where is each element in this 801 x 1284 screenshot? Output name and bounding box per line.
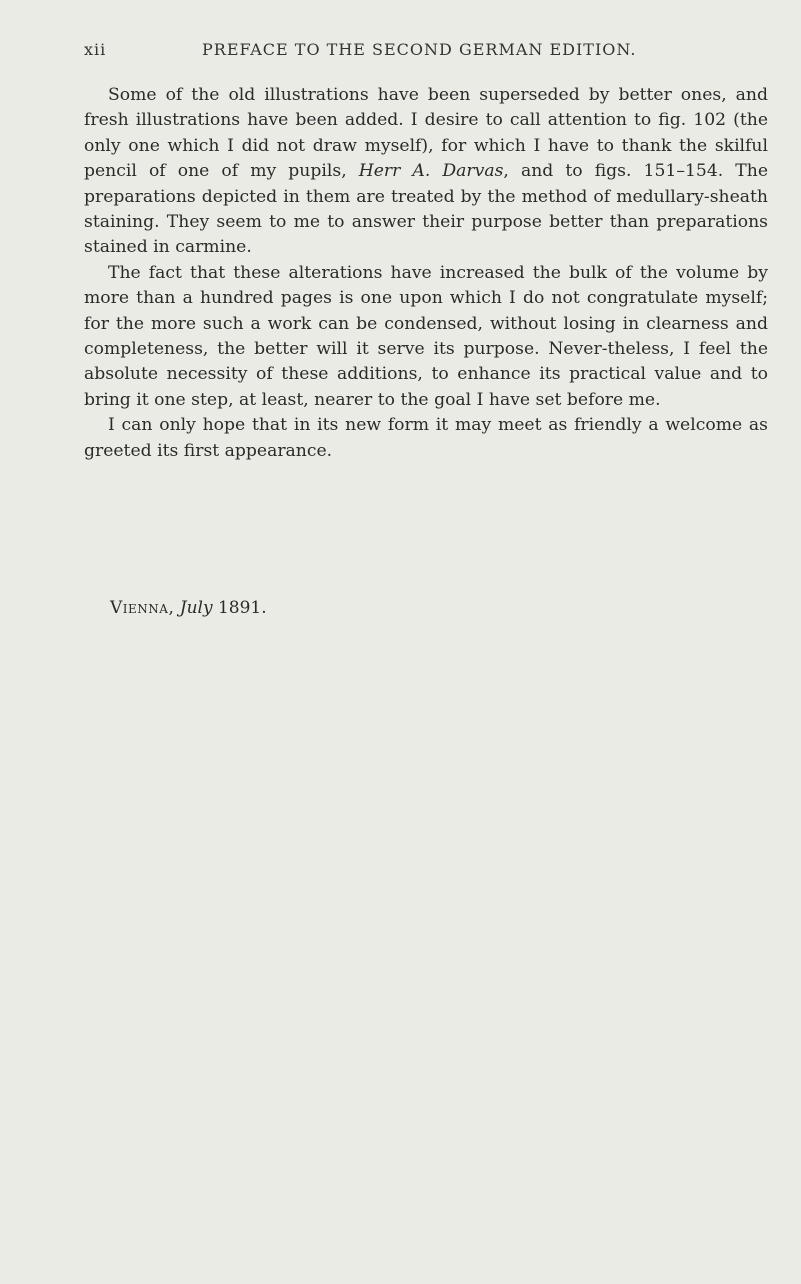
paragraph-closing-hope: I can only hope that in its new form it may meet as friendly a welcome as greeted its first appearance. bbox=[84, 415, 768, 461]
running-title: PREFACE TO THE SECOND GERMAN EDITION. bbox=[202, 40, 637, 59]
preface-body bbox=[84, 83, 768, 464]
running-head bbox=[84, 40, 764, 64]
signoff-year: 1891. bbox=[217, 598, 267, 618]
paragraph-illustrations-lead: Some of the old illustrations have been superseded by better ones, and fresh illustrations have been added. I desire to call attention to fig. 102 (the only one which I did not draw myself), for which I have to thank the skilful pencil of one of my pupils, bbox=[84, 85, 768, 182]
page-number: xii bbox=[84, 40, 107, 59]
paragraph-illustrations-rest: , and to figs. 151–154. The preparations depicted in them are treated by the method of medullary-sheath staining. They seem to me to answer their purpose better than preparations stained in carmine. bbox=[84, 161, 769, 258]
pupil-name: Herr A. Darvas bbox=[358, 161, 504, 182]
signoff-place: Vienna, bbox=[110, 598, 175, 618]
paragraph-illustrations bbox=[84, 83, 768, 261]
signoff-month: July bbox=[179, 598, 213, 618]
place-and-date bbox=[110, 596, 267, 620]
paragraph-volume-bulk: The fact that these alterations have increased the bulk of the volume by more than a hundred pages is one upon which I do not congratulate myself; for the more such a work can be condensed, without losing in clearness and completeness, the better will it serve its purpose. Never-theless, I feel the absolute necessity of these additions, to enhance its practical value and to bring it one step, at least, nearer to the goal I have set before me. bbox=[84, 262, 768, 410]
